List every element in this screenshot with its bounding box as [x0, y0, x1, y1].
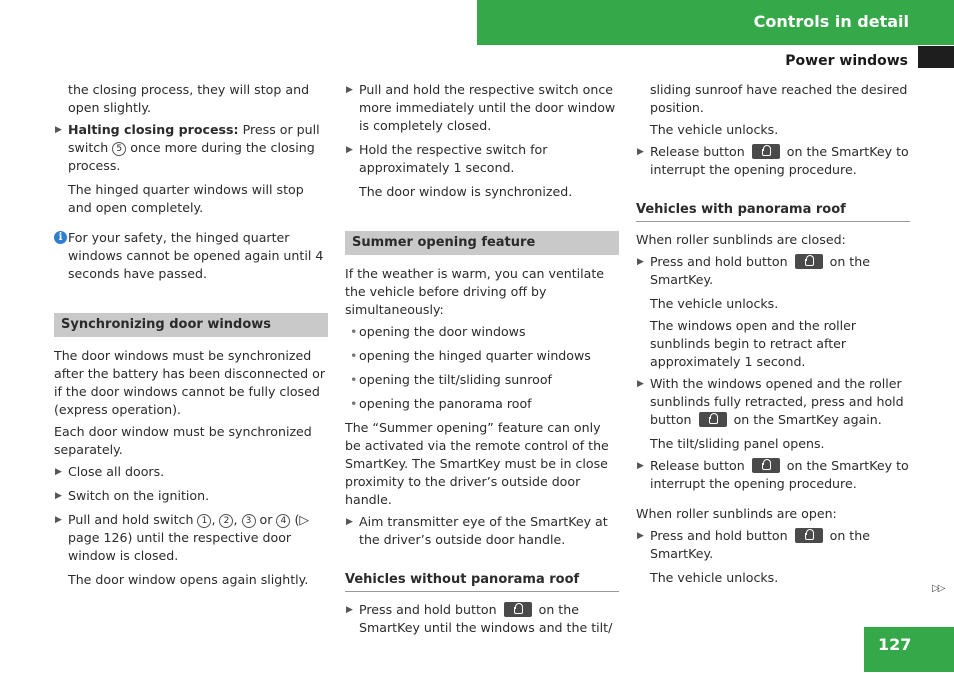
bullet-icon: • [350, 372, 358, 387]
result-text: The door window opens again slightly. [68, 572, 309, 587]
step-arrow-icon: ▶ [637, 147, 644, 157]
bullet-icon: • [350, 324, 358, 339]
column-3 [636, 81, 910, 591]
step-press-hold: ▶ Press and hold button on the SmartKey until the windows and the tilt/ [346, 602, 613, 635]
list-item: • opening the door windows [350, 324, 526, 339]
step-arrow-icon: ▶ [55, 467, 62, 477]
section-tab-marker [918, 46, 954, 68]
chapter-title: Controls in detail [753, 12, 909, 31]
step-press-hold: ▶ Press and hold button on the SmartKey. [637, 254, 870, 287]
result-text: The vehicle unlocks. [650, 122, 779, 137]
unlock-button-icon [752, 144, 780, 159]
result-text: The windows open and the roller sunblinds begin to retract after approximately 1 second. [650, 318, 857, 369]
step-pull-switch: ▶ Pull and hold switch 1 , 2 , 3 or 4 (▷ page 126) until the respective door window is closed. [55, 512, 310, 563]
heading-summer-opening: Summer opening feature [345, 231, 619, 255]
step-release-button: ▶ Release button on the SmartKey to interrupt the opening procedure. [637, 458, 909, 491]
heading-with-panorama: Vehicles with panorama roof [636, 201, 910, 222]
step-hold-switch: ▶ Hold the respective switch for approximately 1 second. [346, 142, 548, 175]
paragraph: The door windows must be synchronized after the battery has been disconnected or if the door windows cannot be fully closed (express operation). [54, 348, 326, 417]
page-number-box [864, 627, 954, 672]
result-text: The vehicle unlocks. [650, 296, 779, 311]
step-arrow-icon: ▶ [637, 379, 644, 389]
step-aim-transmitter: ▶ Aim transmitter eye of the SmartKey at the driver’s outside door handle. [346, 514, 608, 547]
section-title: Power windows [785, 53, 908, 69]
info-icon: i [54, 231, 67, 244]
switch-number-icon: 3 [242, 514, 256, 528]
paragraph: the closing process, they will stop and open slightly. [68, 82, 310, 115]
paragraph: If the weather is warm, you can ventilate the vehicle before driving off by simultaneously: [345, 266, 605, 317]
step-arrow-icon: ▶ [55, 125, 62, 135]
list-item: • opening the tilt/sliding sunroof [350, 372, 552, 387]
step-pull-hold: ▶ Pull and hold the respective switch once more immediately until the door window is completely closed. [346, 82, 616, 133]
switch-number-icon: 1 [197, 514, 211, 528]
result-text: The tilt/sliding panel opens. [650, 436, 825, 451]
step-arrow-icon: ▶ [637, 461, 644, 471]
heading-synchronizing: Synchronizing door windows [54, 313, 328, 337]
switch-number-icon: 5 [112, 142, 126, 156]
chapter-header-bar [477, 0, 954, 45]
column-1 [54, 81, 328, 593]
unlock-button-icon [752, 458, 780, 473]
paragraph: sliding sunroof have reached the desired position. [650, 82, 908, 115]
step-arrow-icon: ▶ [346, 517, 353, 527]
step-arrow-icon: ▶ [346, 85, 353, 95]
unlock-button-icon [795, 528, 823, 543]
paragraph: When roller sunblinds are closed: [636, 232, 846, 247]
result-text: The vehicle unlocks. [650, 570, 779, 585]
unlock-button-icon [699, 412, 727, 427]
unlock-button-icon [795, 254, 823, 269]
step-arrow-icon: ▶ [637, 257, 644, 267]
result-text: The door window is synchronized. [359, 184, 573, 199]
paragraph: The “Summer opening” feature can only be activated via the remote control of the SmartKey. The SmartKey must be in close proximity to the driver’s outside door handle. [345, 420, 609, 507]
switch-number-icon: 4 [276, 514, 290, 528]
step-release-button: ▶ Release button on the SmartKey to interrupt the opening procedure. [637, 144, 909, 177]
paragraph: When roller sunblinds are open: [636, 506, 837, 521]
heading-without-panorama: Vehicles without panorama roof [345, 571, 619, 592]
paragraph: Each door window must be synchronized separately. [54, 424, 312, 457]
bullet-icon: • [350, 348, 358, 363]
page-number: 127 [878, 635, 912, 654]
step-arrow-icon: ▶ [346, 605, 353, 615]
result-text: The hinged quarter windows will stop and open completely. [68, 182, 304, 215]
column-2 [345, 81, 619, 643]
switch-number-icon: 2 [219, 514, 233, 528]
list-item: • opening the panorama roof [350, 396, 532, 411]
list-item: • opening the hinged quarter windows [350, 348, 591, 363]
step-press-hold-again: ▶ With the windows opened and the roller sunblinds fully retracted, press and hold button on the SmartKey again. [637, 376, 904, 427]
step-press-hold: ▶ Press and hold button on the SmartKey. [637, 528, 870, 561]
step-arrow-icon: ▶ [346, 145, 353, 155]
bullet-icon: • [350, 396, 358, 411]
step-halting: ▶ Halting closing process: Press or pull switch 5 once more during the closing process. [55, 122, 320, 173]
step-ignition: ▶ Switch on the ignition. [55, 488, 210, 503]
step-arrow-icon: ▶ [637, 531, 644, 541]
unlock-button-icon [504, 602, 532, 617]
step-arrow-icon: ▶ [55, 491, 62, 501]
continue-icon: ▷▷ [932, 583, 944, 594]
step-close-doors: ▶ Close all doors. [55, 464, 165, 479]
info-note: i For your safety, the hinged quarter windows cannot be opened again until 4 seconds have passed. [54, 229, 328, 283]
step-arrow-icon: ▶ [55, 515, 62, 525]
